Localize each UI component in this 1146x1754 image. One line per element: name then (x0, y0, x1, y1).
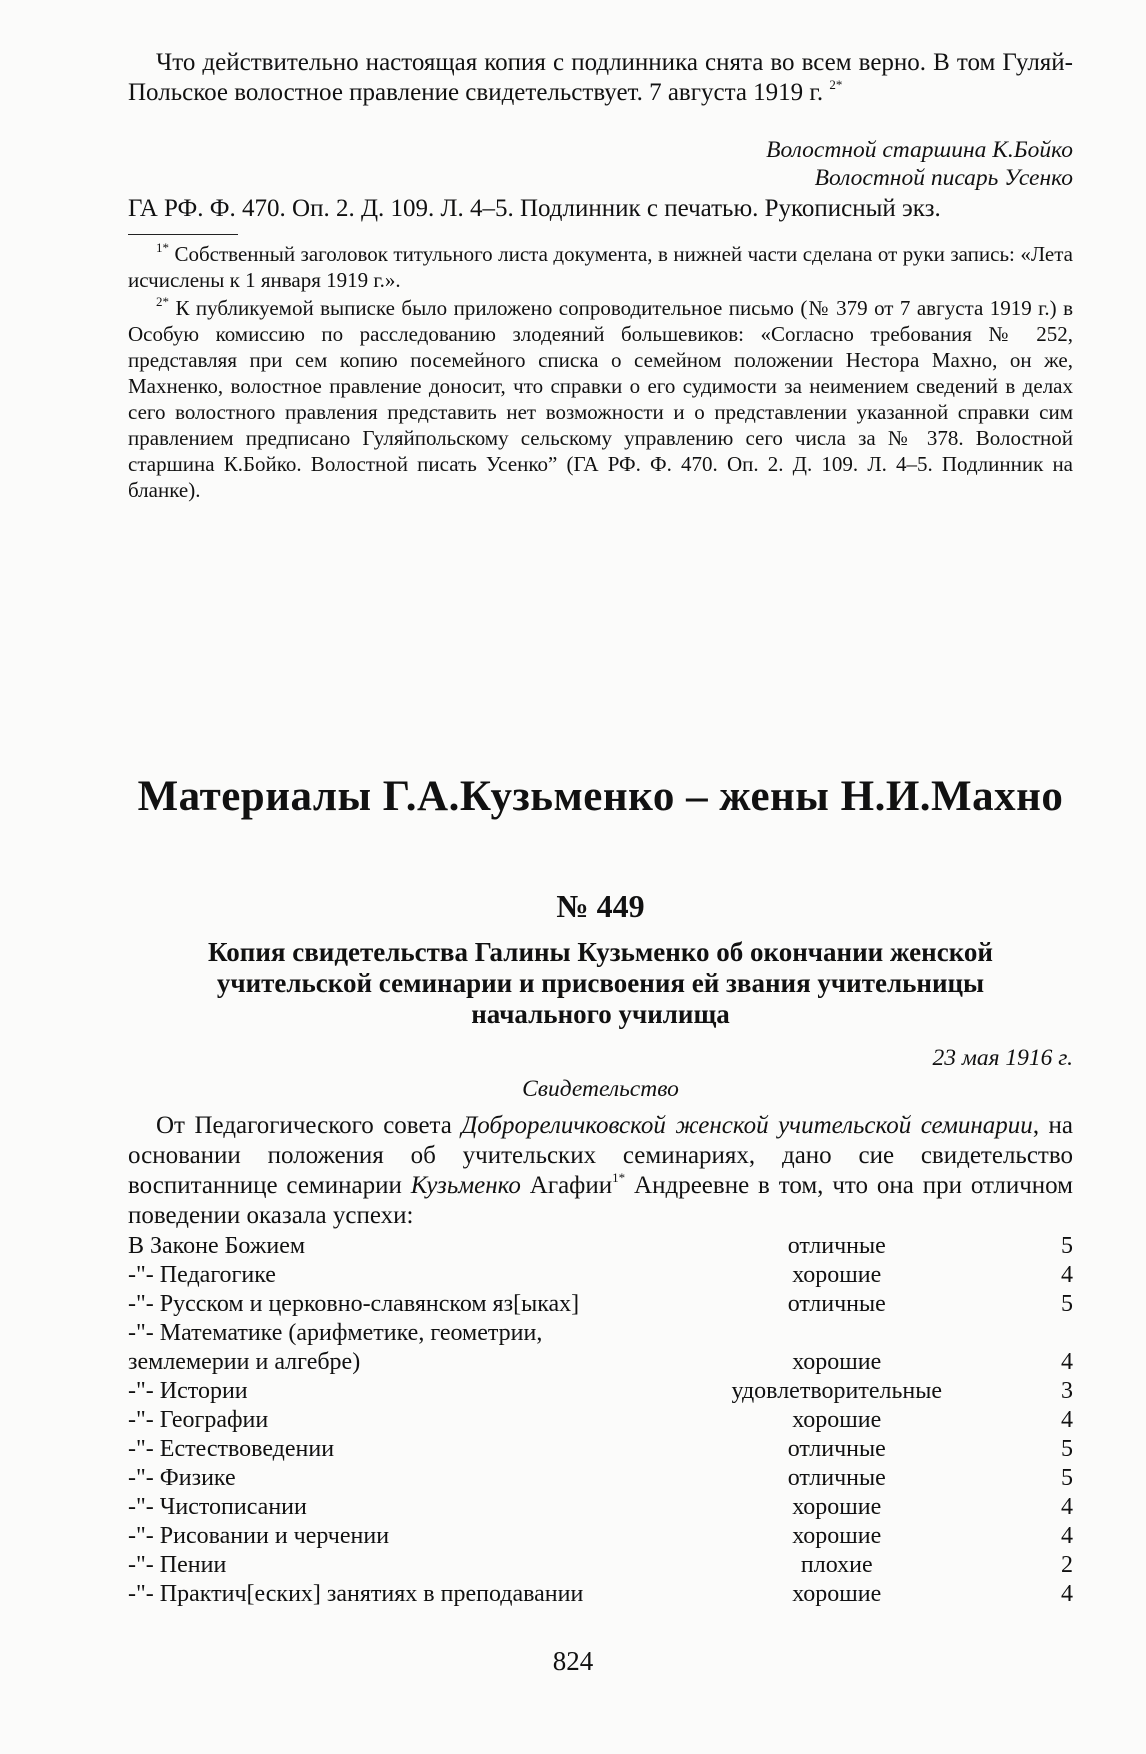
grade-score: 4 (1061, 1349, 1073, 1375)
footnote-1-text: Собственный заголовок титульного листа документа, в нижней части сделана от руки запись: «Лета исчислены к 1 января 1919 г.». (128, 242, 1074, 292)
student-surname: Кузьменко (410, 1172, 521, 1199)
grade-subject: -"- Рисовании и черчении (128, 1523, 390, 1549)
grade-subject: -"- Педагогике (128, 1262, 276, 1288)
grade-subject: -"- Истории (128, 1378, 248, 1404)
grade-score: 4 (1061, 1407, 1073, 1433)
intro-part-2: , на основании положения об учительских семинариях, дано сие свидетельство воспитаннице семинарии (128, 1112, 1073, 1199)
grade-row (128, 1434, 1073, 1463)
grade-mark: хорошие (792, 1407, 882, 1433)
grade-mark (695, 1318, 979, 1347)
grade-mark: хорошие (792, 1262, 882, 1288)
footnote-2-text: К публикуемой выписке было приложено сопроводительное письмо (№ 379 от 7 августа 1919 г.) в Особую комиссию по расследованию злодеяний большевиков: «Согласно требования № 252, представляя при сем копию посемейного списка о семейном положении Нестора Махно, он же, Махненко, волостное правление доносит, что справки о его судимости за неимением сведений в делах сего волостного правления представить нет возможности и о представлении указанной справки сим правлением предписано Гуляйпольскому сельскому управлению сего числа за № 378. Волостной старшина К.Бойко. Волостной писать Усенко” (ГА РФ. Ф. 470. Оп. 2. Д. 109. Л. 4–5. Подлинник на бланке). (128, 296, 1073, 502)
grade-row (128, 1318, 1073, 1347)
grade-subject: -"- Чистописании (128, 1494, 307, 1520)
grade-mark: хорошие (792, 1494, 882, 1520)
section-title: Материалы Г.А.Кузьменко – жены Н.И.Махно (137, 773, 1064, 820)
student-name: Агафии (529, 1172, 613, 1199)
grade-score: 4 (1061, 1494, 1073, 1520)
grade-mark: отличные (787, 1291, 886, 1317)
grade-mark: хорошие (792, 1349, 882, 1375)
grade-score: 4 (1061, 1523, 1073, 1549)
grade-row (128, 1405, 1073, 1434)
grade-score: 2 (1061, 1552, 1073, 1578)
grade-subject: -"- Русском и церковно-славянском яз[ыках] (128, 1291, 580, 1317)
grade-mark: плохие (800, 1552, 873, 1578)
signature-clerk: Волостной писарь Усенко (814, 165, 1073, 191)
grade-subject: -"- Физике (128, 1465, 236, 1491)
grade-mark: удовлетворительные (731, 1378, 943, 1404)
intro-part-1: От Педагогического совета (156, 1112, 452, 1139)
closing-paragraph (128, 48, 1073, 108)
document-block (128, 888, 1073, 1608)
grade-subject: -"- Математике (арифметике, геометрии, (128, 1320, 543, 1346)
signature-elder: Волостной старшина К.Бойко (766, 137, 1073, 163)
grade-subject: -"- Естествоведении (128, 1436, 335, 1462)
grade-row (128, 1376, 1073, 1405)
footnote-1-ref: 1* (156, 240, 169, 255)
intro-footnote-ref: 1* (612, 1170, 626, 1185)
grade-row (128, 1347, 1073, 1376)
archive-reference: ГА РФ. Ф. 470. Оп. 2. Д. 109. Л. 4–5. Подлинник с печатью. Рукописный экз. (128, 195, 941, 222)
grade-row (128, 1289, 1073, 1318)
grade-score: 5 (1061, 1436, 1073, 1462)
grade-score: 5 (1061, 1233, 1073, 1259)
grade-subject: -"- Географии (128, 1407, 269, 1433)
top-block (128, 48, 1073, 503)
grade-subject: -"- Практич[еских] занятиях в преподавании (128, 1581, 584, 1607)
grade-score: 3 (1061, 1378, 1073, 1404)
footnote-2-ref: 2* (156, 294, 169, 309)
grade-score: 4 (1061, 1581, 1073, 1607)
grade-score (979, 1318, 1074, 1347)
grade-row (128, 1521, 1073, 1550)
grade-row (128, 1550, 1073, 1579)
footnote-divider (128, 234, 238, 235)
grade-row (128, 1463, 1073, 1492)
footnote-ref: 2* (829, 77, 843, 92)
footnote-2 (128, 295, 1073, 503)
certificate-intro (128, 1111, 1073, 1231)
grade-score: 4 (1061, 1262, 1073, 1288)
grade-mark: отличные (787, 1436, 886, 1462)
grade-subject: В Законе Божием (128, 1233, 306, 1259)
document-title: Копия свидетельства Галины Кузьменко об окончании женской учительской семинарии и присвоения ей звания учительницы начального училища (208, 937, 993, 1029)
grade-row (128, 1260, 1073, 1289)
page-number: 824 (552, 1646, 594, 1676)
grade-row (128, 1492, 1073, 1521)
grade-score: 5 (1061, 1465, 1073, 1491)
grade-row (128, 1579, 1073, 1608)
grade-mark: хорошие (792, 1523, 882, 1549)
section-heading (128, 772, 1073, 821)
grade-score: 5 (1061, 1291, 1073, 1317)
grade-subject: -"- Пении (128, 1552, 227, 1578)
grade-mark: отличные (787, 1233, 886, 1259)
grade-mark: хорошие (792, 1581, 882, 1607)
grades-table (128, 1231, 1073, 1608)
intro-part-3: Андреевне в том, что она при отличном поведении оказала успехи: (128, 1172, 1074, 1229)
document-number: № 449 (556, 888, 645, 924)
school-name: Доброреличковской женской учительской семинарии (461, 1112, 1033, 1139)
document-date: 23 мая 1916 г. (932, 1045, 1073, 1071)
footnote-1 (128, 241, 1073, 293)
grade-row (128, 1231, 1073, 1260)
grade-mark: отличные (787, 1465, 886, 1491)
certificate-heading: Свидетельство (522, 1076, 679, 1102)
grade-subject: землемерии и алгебре) (128, 1349, 361, 1375)
closing-text: Что действительно настоящая копия с подлинника снята во всем верно. В том Гуляй-Польское волостное правление свидетельствует. 7 августа 1919 г. (128, 49, 1073, 106)
